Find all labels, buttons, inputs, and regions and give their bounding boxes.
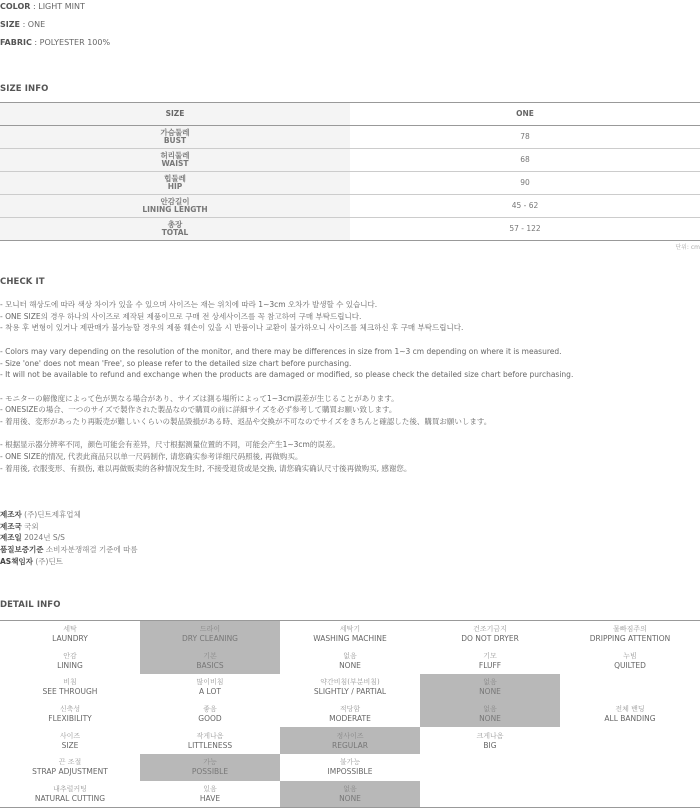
spec-value: : POLYESTER 100%	[34, 38, 111, 47]
option-label-ko: 누빔	[623, 651, 637, 660]
option-label-ko: 정사이즈	[336, 731, 364, 740]
detail-option	[560, 621, 700, 648]
option-label-ko: 전체 밴딩	[615, 705, 645, 714]
option-label-ko: 드라이	[199, 625, 221, 634]
note-line	[0, 428, 573, 440]
size-table-header	[0, 103, 700, 126]
maker-row: 제조일 2024년 S/S	[0, 533, 65, 543]
spec-label: COLOR	[0, 2, 31, 11]
option-label-en: NONE	[479, 687, 501, 697]
option-label-en: WASHING MACHINE	[313, 634, 387, 644]
maker-info	[0, 509, 138, 568]
detail-option	[420, 674, 560, 701]
detail-option	[280, 674, 420, 701]
detail-option	[560, 648, 700, 675]
detail-option	[420, 621, 560, 648]
note-line: - 着用後, 衣服变形、有损伤, 难以再做贩卖的各种情况发生时, 不接受退货或是交换, 请您确实确认尺寸後再做购买, 感谢您。	[0, 463, 412, 473]
measure-label: 총장 TOTAL	[0, 218, 350, 241]
detail-option	[280, 727, 420, 754]
measure-value: 78	[350, 126, 700, 149]
option-label-en: LINING	[57, 660, 83, 670]
check-it-notes	[0, 299, 573, 475]
maker-row: 제조국 국외	[0, 521, 39, 531]
check-it-title: CHECK IT	[0, 277, 45, 287]
option-label-en: BIG	[483, 740, 497, 750]
note-line: - 모니터 해상도에 따라 색상 차이가 있을 수 있으며 사이즈는 재는 위치에 따라 1~3cm 오차가 발생할 수 있습니다.	[0, 300, 378, 309]
detail-option	[560, 727, 700, 754]
note-line: - It will not be available to refund and exchange when the products are damaged or modified, so please check the detailed size chart before purchasing.	[0, 370, 574, 380]
detail-option	[140, 648, 280, 675]
note-line: - 根据显示器分辨率不同，颜色可能会有差异，尺寸根据测量位置的不同，可能会产生1~3cm的误差。	[0, 440, 340, 450]
option-label-ko: 작게나옴	[196, 731, 224, 740]
option-label-en: POSSIBLE	[191, 767, 229, 777]
table-row	[0, 126, 700, 149]
option-label-en: A LOT	[199, 687, 221, 697]
table-row	[0, 754, 700, 781]
measure-label: 허리둘레 WAIST	[0, 149, 350, 172]
detail-option	[420, 727, 560, 754]
measure-label: 안감길이 LINING LENGTH	[0, 195, 350, 218]
measure-value: 90	[350, 172, 700, 195]
note-line: - モニターの解像度によって色が異なる場合があり、サイズは測る場所によって1~3cm誤差が生じることがあります。	[0, 393, 399, 403]
option-label-ko: 내추럴커팅	[53, 784, 87, 793]
table-row	[0, 674, 700, 701]
spec-value: : LIGHT MINT	[33, 2, 85, 11]
option-label-en: NONE	[339, 660, 361, 670]
detail-category	[0, 648, 140, 675]
option-label-ko: 없음	[483, 705, 497, 714]
option-label-ko: 건조기금지	[473, 625, 507, 634]
option-label-en: HAVE	[199, 793, 221, 803]
option-label-ko: 없음	[343, 651, 357, 660]
spec-value: : ONE	[22, 20, 46, 29]
detail-option	[420, 754, 560, 781]
unit-note: 단위: cm	[675, 244, 700, 251]
option-label-ko: 기모	[483, 651, 497, 660]
detail-option	[420, 701, 560, 728]
spec-label: FABRIC	[0, 38, 32, 47]
measure-label: 가슴둘레 BUST	[0, 126, 350, 149]
detail-option	[280, 701, 420, 728]
option-label-en: QUILTED	[614, 660, 646, 670]
table-row	[0, 727, 700, 754]
option-label-en: LAUNDRY	[52, 634, 88, 644]
table-row	[0, 621, 700, 648]
option-label-en: ALL BANDING	[604, 714, 656, 724]
option-label-en: NONE	[479, 714, 501, 724]
maker-row: 품질보증기준 소비자분쟁해결 기준에 따름	[0, 545, 138, 555]
option-label-ko: 가능	[203, 758, 217, 767]
size-header-label: SIZE	[0, 103, 350, 126]
detail-option	[140, 781, 280, 808]
option-label-ko: 신축성	[59, 705, 81, 714]
detail-table	[0, 620, 700, 808]
option-label-en: STRAP ADJUSTMENT	[32, 767, 108, 777]
option-label-en: GOOD	[198, 714, 222, 724]
size-header-value: ONE	[350, 103, 700, 126]
detail-option	[560, 674, 700, 701]
option-label-en: IMPOSSIBLE	[327, 767, 373, 777]
note-line: - Size 'one' does not mean 'Free', so please refer to the detailed size chart before purchasing.	[0, 358, 352, 368]
maker-row: 제조자 (주)딘트제휴업체	[0, 510, 81, 519]
option-label-en: NONE	[339, 793, 361, 803]
note-line	[0, 334, 573, 346]
option-label-ko: 세탁	[63, 625, 77, 634]
option-label-en: NATURAL CUTTING	[34, 793, 106, 803]
option-label-ko: 안감	[63, 651, 77, 660]
spec-fabric	[0, 38, 110, 47]
size-table	[0, 102, 700, 241]
option-label-ko: 사이즈	[59, 731, 81, 740]
note-line: - 착용 후 변형이 있거나 제판매가 불가능할 경우의 제품 훼손이 있을 시 반품이나 교환이 불가하오니 사이즈를 체크하신 후 구매 부탁드립니다.	[0, 323, 464, 333]
measure-value: 68	[350, 149, 700, 172]
detail-option	[560, 781, 700, 808]
note-line: - ONE SIZE의 경우 하나의 사이즈로 제작된 제품이므로 구매 전 상세사이즈를 꼭 참고하여 구매 부탁드립니다.	[0, 311, 362, 321]
detail-option	[280, 648, 420, 675]
table-row	[0, 701, 700, 728]
option-label-en: SEE THROUGH	[42, 687, 98, 697]
option-label-ko: 있음	[203, 784, 217, 793]
option-label-ko: 불가능	[339, 758, 361, 767]
detail-option	[140, 727, 280, 754]
detail-category	[0, 701, 140, 728]
option-label-en: SLIGHTLY / PARTIAL	[313, 687, 387, 697]
measure-label: 힙둘레 HIP	[0, 172, 350, 195]
option-label-ko: 약간비침(부분비침)	[320, 678, 380, 687]
option-label-ko: 적당함	[339, 705, 361, 714]
option-label-ko: 크게나옴	[476, 731, 504, 740]
option-label-en: LITTLENESS	[187, 740, 233, 750]
detail-option	[140, 754, 280, 781]
detail-option	[140, 701, 280, 728]
detail-category	[0, 781, 140, 808]
detail-option	[560, 701, 700, 728]
measure-value: 45 - 62	[350, 195, 700, 218]
option-label-en: DRIPPING ATTENTION	[589, 634, 671, 644]
detail-option	[420, 648, 560, 675]
detail-option	[140, 674, 280, 701]
spec-size	[0, 20, 45, 29]
table-row	[0, 781, 700, 808]
detail-option	[280, 621, 420, 648]
option-label-ko: 좋음	[203, 705, 217, 714]
table-row	[0, 195, 700, 218]
detail-category	[0, 621, 140, 648]
table-row	[0, 648, 700, 675]
option-label-en: FLUFF	[478, 660, 502, 670]
option-label-en: DRY CLEANING	[181, 634, 238, 644]
detail-option	[140, 621, 280, 648]
detail-category	[0, 727, 140, 754]
option-label-ko: 없음	[343, 784, 357, 793]
option-label-ko: 비침	[63, 678, 77, 687]
spec-color	[0, 2, 85, 11]
detail-option	[420, 781, 560, 808]
option-label-ko: 끈 조절	[58, 758, 82, 767]
table-row	[0, 172, 700, 195]
note-line: - Colors may vary depending on the resolution of the monitor, and there may be differences in size from 1~3 cm depending on where it is measured.	[0, 346, 562, 356]
detail-category	[0, 674, 140, 701]
option-label-en: REGULAR	[332, 740, 368, 750]
size-info-title: SIZE INFO	[0, 84, 49, 94]
measure-value: 57 - 122	[350, 218, 700, 241]
option-label-en: MODERATE	[329, 714, 371, 724]
table-row	[0, 149, 700, 172]
detail-option	[280, 754, 420, 781]
maker-row: AS책임자 (주)딘트	[0, 556, 63, 566]
option-label-en: BASICS	[196, 660, 224, 670]
option-label-ko: 기본	[203, 651, 217, 660]
option-label-en: FLEXIBILITY	[48, 714, 92, 724]
option-label-ko: 많이비침	[196, 678, 224, 687]
detail-option	[560, 754, 700, 781]
detail-category	[0, 754, 140, 781]
table-row	[0, 218, 700, 241]
note-line: - ONESIZEの場合、一つのサイズで製作された製品なので購買の前に詳細サイズを必ず参考して購買お願い致します。	[0, 405, 397, 415]
spec-label: SIZE	[0, 20, 21, 29]
detail-info-title: DETAIL INFO	[0, 600, 61, 610]
note-line	[0, 381, 573, 393]
option-label-en: DO NOT DRYER	[461, 634, 519, 644]
option-label-en: SIZE	[61, 740, 79, 750]
option-label-ko: 없음	[483, 678, 497, 687]
detail-option	[280, 781, 420, 808]
option-label-ko: 세탁기	[339, 625, 361, 634]
note-line: - ONE SIZE的情况, 代表此商品只以单一尺码制作, 请您确实参考详细尺码照後, 再做购买。	[0, 452, 303, 462]
note-line: - 着用後、変形があったり再販売が難しいくらいの製品毀損がある時、返品や交換が不可なのでサイズをきちんと確認した後、購買お願いします。	[0, 417, 492, 427]
option-label-ko: 물빠짐주의	[613, 625, 647, 634]
